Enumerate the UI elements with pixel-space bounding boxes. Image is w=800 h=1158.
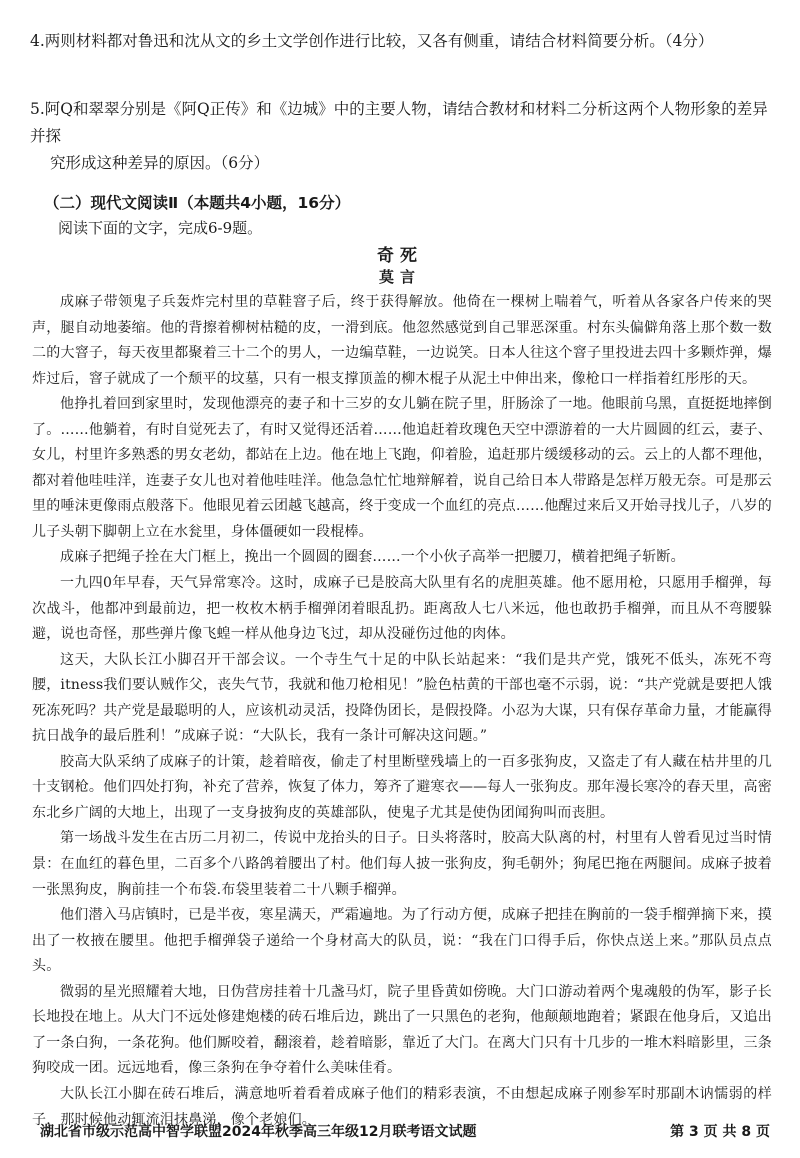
question-5: [30, 96, 778, 177]
question-5-number: 5.: [30, 100, 45, 118]
article-author: 莫言: [378, 268, 421, 286]
footer-page-number: 第 3 页 共 8 页: [670, 1124, 770, 1140]
question-5-text: 阿Q和翠翠分别是《阿Q正传》和《边城》中的主要人物，请结合教材和材料二分析这两个人物形象的差异并探: [30, 100, 768, 145]
paragraph: 这天，大队长江小脚召开干部会议。一个寺生气十足的中队长站起来：“我们是共产党，饿死不低头，冻死不弯腰，itness我们要认贼作父，丧失气节，我就和他刀枪相见！”脸色枯黄的干部也毫不示弱，说：“共产党就是要把人饿死冻死吗？共产党是最聪明的人，应该机动灵活，投降伪团长，是假投降。小忍为大谋，只有保存革命力量，才能赢得抗日战争的最后胜利！”成麻子说：“大队长，我有一条计可解决这问题。”: [32, 651, 772, 745]
article-title: 奇死: [377, 246, 423, 266]
paragraph: 他挣扎着回到家里时，发现他漂亮的妻子和十三岁的女儿躺在院子里，肝肠涂了一地。他眼前乌黑，直挺挺地摔倒了。……他躺着，有时自觉死去了，有时又觉得还活着……他追赶着玫瑰色天空中漂游着的一大片圆圆的红云，妻子、女儿，村里许多熟悉的男女老幼，都站在上边。他在地上飞跑，仰着脸，追赶那片缓缓移动的云。云上的人都不理他，都对着他哇哇洋，连妻子女儿也对着他哇哇洋。他急急忙忙地辩解着，说自己给日本人带路是怎样万般无奈。可是那云里的唾沫更像雨点般落下。他眼见着云团越飞越高，终于变成一个血红的亮点……他醒过来后又开始寻找儿子，八岁的儿子头朝下脚朝上立在水瓮里，身体僵硬如一段棍棒。: [32, 396, 772, 540]
question-4-number: 4.: [30, 32, 45, 50]
paragraph: 第一场战斗发生在古历二月初二，传说中龙抬头的日子。日头将落时，胶高大队离的村，村里有人曾看见过当时情景：在血红的暮色里，二百多个八路鸽着腰出了村。他们每人披一张狗皮，狗毛朝外；狗尾巴拖在两腿间。成麻子披着一张黑狗皮，胸前挂一个布袋.布袋里装着二十八颗手榴弹。: [32, 830, 772, 898]
paragraph: 胶高大队采纳了成麻子的计策，趁着暗夜，偷走了村里断壁残墙上的一百多张狗皮，又盗走了有人藏在枯井里的几十支钢枪。他们四处打狗，补充了营养，恢复了体力，筹齐了避寒衣——每人一张狗皮。那年漫长寒冷的春天里，高密东北乡广阔的大地上，出现了一支身披狗皮的英雄部队，使鬼子尤其是使伪团闻狗叫而丧胆。: [32, 753, 772, 821]
page-footer: [40, 1121, 770, 1141]
paragraph: 大队长江小脚在砖石堆后，满意地听着看着成麻子他们的精彩表演，不由想起成麻子刚参军时那副木讷懦弱的样子，那时候他动辄流泪抹鼻涕，像个老娘们。: [32, 1085, 772, 1128]
paragraph: 成麻子带领鬼子兵轰炸完村里的草鞋窨子后，终于获得解放。他倚在一棵树上喘着气，听着从各家各户传来的哭声，腿自动地萎缩。他的背擦着柳树枯糙的皮，一滑到底。他忽然感觉到自己罪恶深重。村东头偏僻角落上那个数一数二的大窨子，每天夜里都聚着三十二个的男人，一边编草鞋，一边说笑。日本人往这个窨子里投进去四十多颗炸弹，爆炸过后，窨子就成了一个颓平的坟墓，只有一根支撑顶盖的柳木棍子从泥土中伸出来，像枪口一样指着红彤彤的天。: [32, 294, 772, 387]
article-body: [32, 290, 772, 1133]
paragraph: 成麻子把绳子拴在大门框上，挽出一个圆圆的圈套……一个小伙子高举一把腰刀，横着把绳子斩断。: [60, 549, 685, 566]
section-title: （二）现代文阅读Ⅱ（本题共4小题，16分）: [44, 194, 351, 212]
section-instruction: 阅读下面的文字，完成6-9题。: [58, 219, 263, 237]
paragraph: 一九四0年早春，天气异常寒冷。这时，成麻子已是胶高大队里有名的虎胆英雄。他不愿用枪，只愿用手榴弹，每次战斗，他都冲到最前边，把一枚枚木柄手榴弹闭着眼乱扔。距离敌人七八米远，他也敢扔手榴弹，而且从不弯腰躲避，说也奇怪，那些弹片像飞蝗一样从他身边飞过，却从没碰伤过他的肉体。: [32, 575, 772, 643]
question-4-text: 两则材料都对鲁迅和沈从文的乡土文学创作进行比较，又各有侧重，请结合材料简要分析。（4分）: [44, 32, 714, 50]
paragraph: 他们潜入马店镇时，已是半夜，寒星满天，严霜遍地。为了行动方便，成麻子把挂在胸前的一袋手榴弹摘下来，摸出了一枚掖在腰里。他把手榴弹袋子递给一个身材高大的队员，说：“我在门口得手后，你快点送上来。”那队员点点头。: [32, 907, 772, 975]
question-5-text-continued: 究形成这种差异的原因。（6分）: [50, 154, 270, 172]
paragraph: 微弱的星光照耀着大地，日伪营房挂着十几盏马灯，院子里昏黄如傍晚。大门口游动着两个鬼魂般的伪军，影子长长地投在地上。从大门不远处修建炮楼的砖石堆后边，跳出了一只黑色的老狗，他颠颠地跑着；紧跟在他身后，又追出了一条白狗，一条花狗。他们厮咬着，翻滚着，趁着暗影，靠近了大门。在离大门只有十几步的一堆木料暗影里，三条狗咬成一团。远远地看，像三条狗在争夺着什么美味佳肴。: [32, 983, 772, 1077]
question-4: [30, 28, 778, 55]
footer-exam-name: 湖北省市级示范高中智学联盟2024年秋季高三年级12月联考语文试题: [40, 1124, 477, 1140]
